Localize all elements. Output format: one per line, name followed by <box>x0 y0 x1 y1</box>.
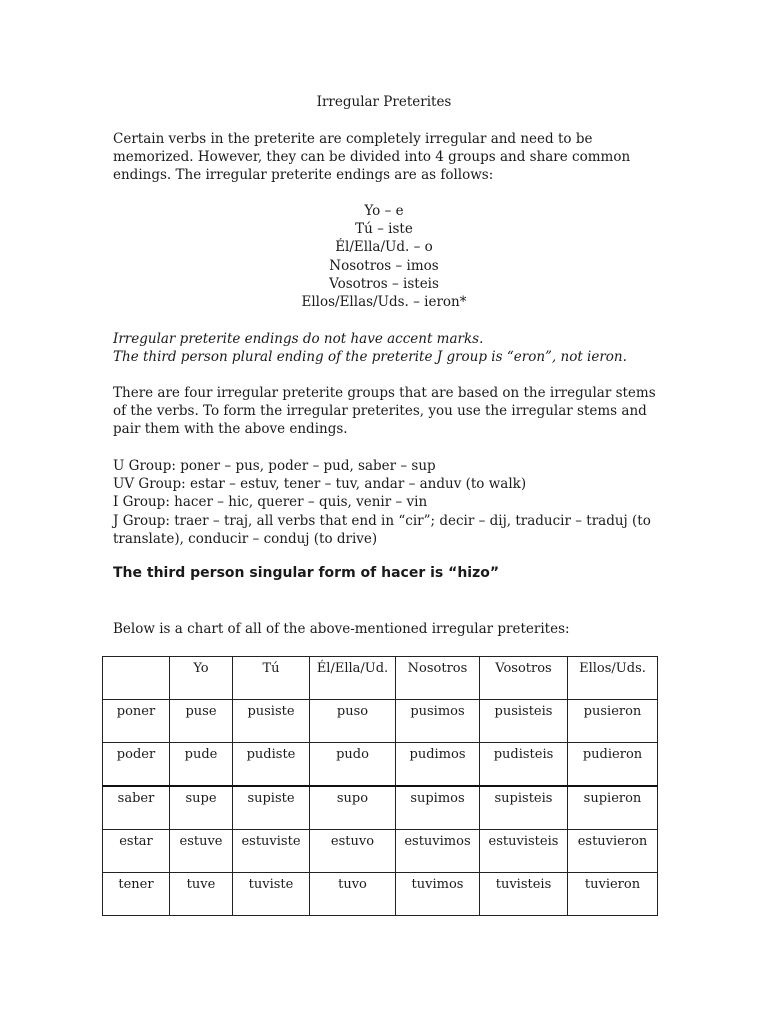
table-header-cell: Él/Ella/Ud. <box>310 657 396 700</box>
table-cell: estar <box>103 830 170 873</box>
table-cell: pusieron <box>568 700 658 743</box>
ending-item: Él/Ella/Ud. – o <box>335 239 433 256</box>
table-cell: puse <box>170 700 233 743</box>
ending-item: Ellos/Ellas/Uds. – ieron* <box>301 294 467 311</box>
group-item-i: I Group: hacer – hic, querer – quis, venir – vin <box>113 494 428 511</box>
ending-item: Vosotros – isteis <box>329 275 439 292</box>
table-cell: estuvieron <box>568 830 658 873</box>
table-row <box>103 873 658 916</box>
table-header-cell: Vosotros <box>480 657 568 700</box>
table-cell: pudiste <box>233 743 310 787</box>
table-cell: supo <box>310 786 396 830</box>
table-cell: pudimos <box>396 743 480 787</box>
endings-list <box>0 202 768 311</box>
table-cell: estuvisteis <box>480 830 568 873</box>
table-cell: estuvimos <box>396 830 480 873</box>
table-header-row <box>103 657 658 700</box>
ending-item: Tú – iste <box>355 221 413 238</box>
table-cell: supe <box>170 786 233 830</box>
intro-paragraph: Certain verbs in the preterite are completely irregular and need to be memorized. However, they can be divided into 4 groups and share common endings. The irregular preterite endings are as follows: <box>113 131 631 183</box>
chart-intro: Below is a chart of all of the above-mentioned irregular preterites: <box>113 621 570 637</box>
table-cell: estuvo <box>310 830 396 873</box>
table-row <box>103 830 658 873</box>
page-title: Irregular Preterites <box>316 94 452 110</box>
table-cell: supiste <box>233 786 310 830</box>
ending-item: Nosotros – imos <box>329 257 439 274</box>
table-header-cell <box>103 657 170 700</box>
table-header-cell: Ellos/Uds. <box>568 657 658 700</box>
table-cell: tener <box>103 873 170 916</box>
table-header-cell: Yo <box>170 657 233 700</box>
hizo-note: The third person singular form of hacer is “hizo” <box>113 565 500 581</box>
table-cell: estuve <box>170 830 233 873</box>
table-row <box>103 700 658 743</box>
table-header-cell: Tú <box>233 657 310 700</box>
table-cell: pusiste <box>233 700 310 743</box>
table-cell: poder <box>103 743 170 787</box>
table-header-cell: Nosotros <box>396 657 480 700</box>
table-cell: tuvisteis <box>480 873 568 916</box>
table-cell: estuviste <box>233 830 310 873</box>
table-cell: supimos <box>396 786 480 830</box>
table-cell: puso <box>310 700 396 743</box>
table-cell: pudisteis <box>480 743 568 787</box>
table-cell: pusisteis <box>480 700 568 743</box>
preterite-table <box>102 656 658 916</box>
group-item-u: U Group: poner – pus, poder – pud, saber – sup <box>113 458 436 474</box>
table-cell: saber <box>103 786 170 830</box>
table-cell: poner <box>103 700 170 743</box>
accent-note: Irregular preterite endings do not have accent marks. <box>113 331 484 347</box>
table-cell: pusimos <box>396 700 480 743</box>
table-cell: pude <box>170 743 233 787</box>
table-cell: pudo <box>310 743 396 787</box>
table-row <box>103 743 658 787</box>
table-cell: tuvo <box>310 873 396 916</box>
group-item-j: J Group: traer – traj, all verbs that end in “cir”; decir – dij, traducir – traduj (to translate), conducir – conduj (to drive) <box>113 512 651 547</box>
groups-list <box>113 457 673 548</box>
table-cell: pudieron <box>568 743 658 787</box>
groups-intro-paragraph: There are four irregular preterite groups that are based on the irregular stems of the verbs. To form the irregular preterites, you use the irregular stems and pair them with the above endings. <box>113 385 656 437</box>
table-cell: supisteis <box>480 786 568 830</box>
j-group-note: The third person plural ending of the preterite J group is “eron”, not ieron. <box>113 349 627 365</box>
group-item-uv: UV Group: estar – estuv, tener – tuv, andar – anduv (to walk) <box>113 476 527 493</box>
table-cell: tuvimos <box>396 873 480 916</box>
table-cell: tuvieron <box>568 873 658 916</box>
table-cell: tuve <box>170 873 233 916</box>
table-row <box>103 786 658 830</box>
table-cell: tuviste <box>233 873 310 916</box>
table-cell: supieron <box>568 786 658 830</box>
ending-item: Yo – e <box>364 203 404 219</box>
